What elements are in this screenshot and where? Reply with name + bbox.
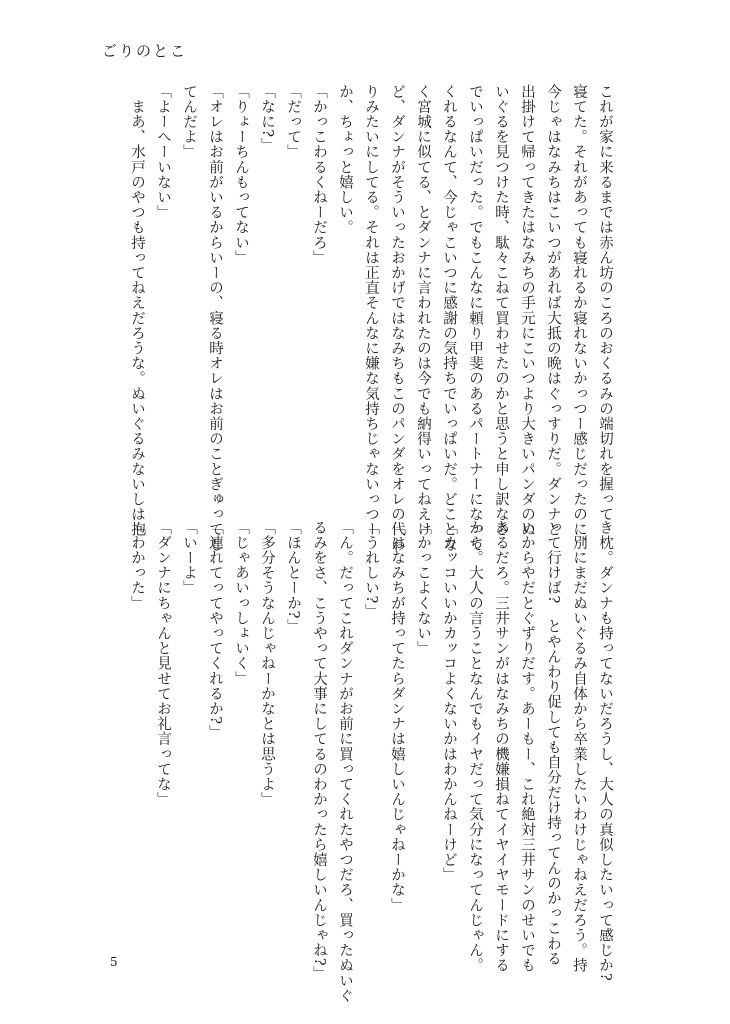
text-line: くれるなんて、今じゃこいつに感謝の気持ちでいっぱいだ。どことな <box>441 84 457 553</box>
text-line: 「連れてってやってくれるか?」 <box>207 520 223 740</box>
text-line: 「かっこよくない」 <box>415 520 431 656</box>
text-line: ど、ダンナがそういったおかげではなみちもこのパンダをオレの代わ <box>389 84 405 553</box>
text-line: から。大人の言うことなんでもイヤだって気分になってんじゃん。 <box>467 520 483 973</box>
text-line: 今じゃはなみちはこいつがあれば大抵の晩はぐっすりだ。ダンナと <box>545 84 561 537</box>
text-line: か、ちょっと嬉しい。 <box>337 84 353 235</box>
text-line: 「かっこわるくねーだろ」 <box>311 84 327 266</box>
text-line: 出掛けて帰ってきたはなみちの手元にこいつより大きいパンダのぬ <box>519 84 535 537</box>
text-line: 「ん。だってこれダンナがお前に買ってくれたやつだろ、買ったぬいぐ <box>337 520 353 1004</box>
running-header: ごりのとこ <box>102 42 188 60</box>
text-line: 「りょーちんもってない」 <box>233 84 249 266</box>
text-line: 「カッコいいかカッコよくないかはわかんねーけど」 <box>441 520 457 883</box>
text-line: 「はなみちが持ってたらダンナは嬉しいんじゃねーかな」 <box>389 520 405 913</box>
text-line: りみたいにしてる。それは正直そんなに嫌な気持ちじゃないっつー <box>363 84 379 537</box>
text-line: 「ダンナにちゃんと見せてお礼言ってな」 <box>155 520 171 807</box>
text-line: るみをさ、こうやって大事にしてるのわかったら嬉しいんじゃね?」 <box>311 520 327 982</box>
text-line: 別にまだぬいぐるみ自体から卒業したいわけじゃねえだろう。持 <box>571 520 587 973</box>
text-line: 「オレはお前がいるからいーの、寝る時オレはお前のことぎゅってし <box>207 84 223 553</box>
text-line: 寝てた。それがあっても寝れるか寝れないかっつー感じだったのに、 <box>571 84 587 553</box>
text-line: って行けば? とやんわり促しても自分だけ持ってんのかっこわる <box>545 520 561 967</box>
text-line: いからやだとぐずりだす。あーもー、これ絶対三井サンのせいでも <box>519 520 535 973</box>
upper-text-block <box>124 84 618 553</box>
text-line: 「よーへーいない」 <box>155 84 171 220</box>
text-line: 「わかった」 <box>129 520 145 611</box>
text-line: これが家に来るまでは赤ん坊のころのおくるみの端切れを握って <box>597 84 613 522</box>
text-line: 「うれしい?」 <box>363 520 379 619</box>
text-line: いぐるを見つけた時、駄々こねて買わせたのかと思うと申し訳なさ <box>493 84 509 537</box>
text-line: 「だって」 <box>285 84 301 160</box>
text-line: あるだろ。三井サンがはなみちの機嫌損ねてイヤイヤモードにする <box>493 520 509 973</box>
text-line: 「ほんとーか?」 <box>285 520 301 635</box>
text-line: き枕。ダンナも持ってないだろうし、大人の真似したいって感じか? <box>597 520 613 982</box>
text-line: まあ、水戸のやつも持ってねえだろうな。ぬいぐるみないしは抱 <box>129 84 145 537</box>
text-line: でいっぱいだった。でもこんなに頼り甲斐のあるパートナーになって <box>467 84 483 553</box>
text-line: 「いーよ」 <box>181 520 197 596</box>
text-line: 「多分そうなんじゃねーかなとは思うよ」 <box>259 520 275 807</box>
text-line: 「なに?」 <box>259 84 275 153</box>
text-line: 「じゃあいっしょいく」 <box>233 520 249 687</box>
page-number: 5 <box>110 955 118 969</box>
text-line: く宮城に似てる、とダンナに言われたのは今でも納得いってねえけ <box>415 84 431 537</box>
text-line: てんだよ」 <box>181 84 197 160</box>
lower-text-block <box>124 520 618 1004</box>
